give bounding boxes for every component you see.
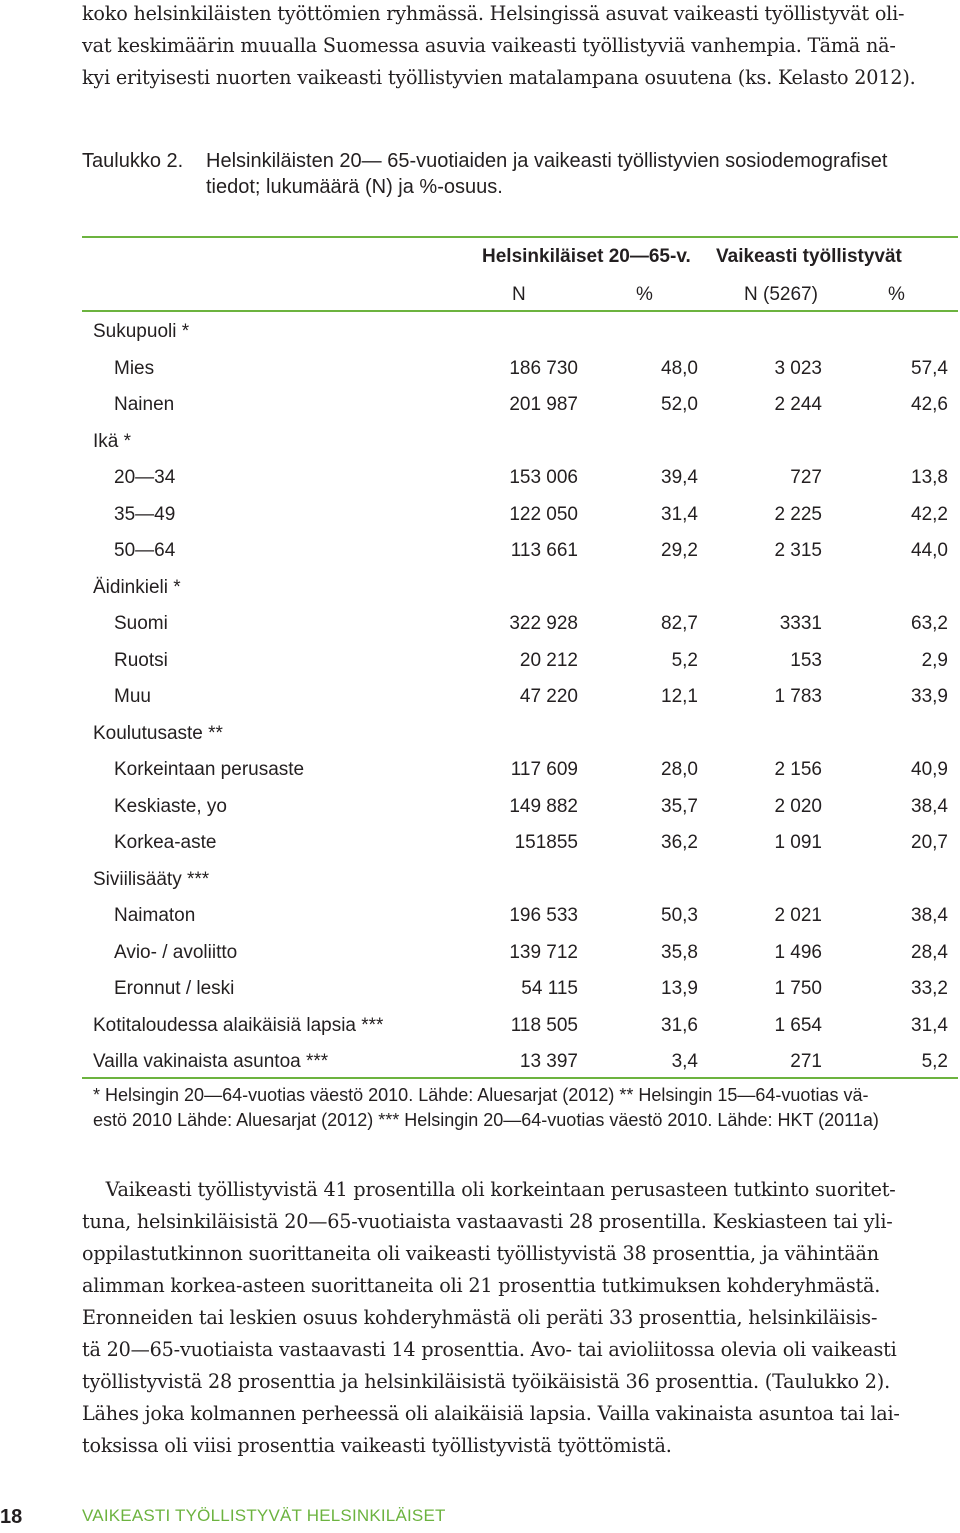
table-cell: 33,2 bbox=[911, 978, 948, 999]
table-cell: 35,8 bbox=[661, 941, 698, 963]
table-cell: 50,3 bbox=[661, 905, 698, 926]
table-cell: 52,0 bbox=[661, 394, 698, 415]
table-cell: 151855 bbox=[514, 832, 578, 853]
table-cell: 113 661 bbox=[510, 540, 578, 561]
table-cell: 271 bbox=[790, 1051, 822, 1072]
table-cell: 31,4 bbox=[911, 1014, 948, 1036]
row-label: Siviilisääty *** bbox=[93, 868, 210, 890]
group-header-helsinki: Helsinkiläiset 20—65-v. bbox=[482, 246, 691, 267]
body-line: Eronneiden tai leskien osuus kohderyhmästä oli peräti 33 prosenttia, helsinkiläisis- bbox=[82, 1306, 878, 1329]
table-cell: 186 730 bbox=[509, 357, 578, 379]
row-label: 35—49 bbox=[114, 503, 176, 525]
intro-line: koko helsinkiläisten työttömien ryhmässä. Helsingissä asuvat vaikeasti työllistyvät oli- bbox=[82, 2, 905, 25]
table-cell: 5,2 bbox=[921, 1051, 948, 1072]
row-label: 50—64 bbox=[114, 540, 176, 561]
table-cell: 1 654 bbox=[774, 1014, 822, 1036]
group-header-hard-to-employ: Vaikeasti työllistyvät bbox=[716, 246, 902, 267]
table-cell: 54 115 bbox=[521, 978, 578, 999]
body-line: oppilastutkinnon suorittaneita oli vaikeasti työllistyvistä 38 prosenttia, ja vähintään bbox=[82, 1242, 879, 1265]
table-cell: 47 220 bbox=[519, 686, 578, 707]
table-cell: 13,9 bbox=[661, 978, 698, 999]
table-footnote-line: * Helsingin 20—64-vuotias väestö 2010. Lähde: Aluesarjat (2012) ** Helsingin 15—64-vuotias vä- bbox=[93, 1085, 869, 1105]
table-cell: 3 023 bbox=[774, 357, 822, 379]
table-cell: 2 315 bbox=[774, 540, 822, 561]
table-cell: 82,7 bbox=[661, 613, 698, 634]
row-label: Nainen bbox=[114, 394, 175, 415]
table-cell: 153 006 bbox=[509, 467, 578, 488]
table-cell: 31,4 bbox=[661, 503, 698, 525]
table-cell: 38,4 bbox=[911, 795, 948, 817]
table-cell: 28,0 bbox=[661, 759, 698, 780]
intro-line: vat keskimäärin muualla Suomessa asuvia vaikeasti työllistyviä vanhempia. Tämä nä- bbox=[82, 34, 896, 57]
table-cell: 2 020 bbox=[774, 795, 822, 817]
row-label: Avio- / avoliitto bbox=[114, 941, 238, 963]
table-cell: 139 712 bbox=[509, 941, 578, 963]
table-cell: 44,0 bbox=[911, 540, 948, 561]
table-category-row bbox=[0, 577, 960, 613]
row-label: Äidinkieli * bbox=[93, 576, 181, 598]
table-cell: 35,7 bbox=[661, 795, 698, 817]
table-row bbox=[0, 832, 960, 868]
table-cell: 36,2 bbox=[661, 832, 698, 853]
table-cell: 40,9 bbox=[911, 759, 948, 780]
row-label: Korkeintaan perusaste bbox=[114, 759, 305, 780]
running-title: VAIKEASTI TYÖLLISTYVÄT HELSINKILÄISET bbox=[82, 1506, 446, 1525]
body-line: työllistyvistä 28 prosenttia ja helsinkiläisistä työikäisistä 36 prosenttia. (Taulukko 2). bbox=[82, 1370, 890, 1393]
table-footnote-line: estö 2010 Lähde: Aluesarjat (2012) *** Helsingin 20—64-vuotias väestö 2010. Lähde: HKT (2011a) bbox=[93, 1110, 879, 1130]
table-cell: 122 050 bbox=[509, 503, 578, 525]
table-cell: 1 783 bbox=[774, 686, 822, 707]
table-cell: 2 244 bbox=[774, 394, 822, 415]
table-category-row bbox=[0, 431, 960, 467]
table-row bbox=[0, 540, 960, 576]
body-line: Vaikeasti työllistyvistä 41 prosentilla oli korkeintaan perusasteen tutkinto suoritet- bbox=[82, 1178, 896, 1201]
table-cell: 48,0 bbox=[661, 357, 698, 379]
row-label: Kotitaloudessa alaikäisiä lapsia *** bbox=[93, 1014, 384, 1036]
table-cell: 196 533 bbox=[509, 905, 578, 926]
table-cell: 1 750 bbox=[774, 978, 822, 999]
table-cell: 39,4 bbox=[661, 467, 698, 488]
table-cell: 63,2 bbox=[911, 613, 948, 634]
table-category-row bbox=[0, 1015, 960, 1051]
table-cell: 29,2 bbox=[661, 540, 698, 561]
body-line: Lähes joka kolmannen perheessä oli alaikäisiä lapsia. Vailla vakinaista asuntoa tai lai- bbox=[82, 1402, 900, 1425]
row-label: Muu bbox=[114, 686, 151, 707]
body-line: tuna, helsinkiläisistä 20—65-vuotiaista vastaavasti 28 prosentilla. Keskiasteen tai yli- bbox=[82, 1210, 893, 1233]
table-row bbox=[0, 650, 960, 686]
row-label: Mies bbox=[114, 357, 155, 379]
table-cell: 3331 bbox=[779, 613, 822, 634]
table-cell: 5,2 bbox=[671, 649, 698, 671]
row-label: Ruotsi bbox=[114, 649, 168, 671]
row-label: Eronnut / leski bbox=[114, 978, 235, 999]
table-bottom-rule bbox=[82, 1077, 958, 1079]
row-label: 20—34 bbox=[114, 467, 176, 488]
row-label: Naimaton bbox=[114, 905, 196, 926]
intro-line: kyi erityisesti nuorten vaikeasti työllistyvien matalampana osuutena (ks. Kelasto 2012). bbox=[82, 66, 916, 89]
body-line: toksissa oli viisi prosenttia vaikeasti työllistyvistä työttömistä. bbox=[82, 1434, 672, 1457]
table-cell: 322 928 bbox=[509, 613, 578, 634]
table-caption-line: Helsinkiläisten 20— 65-vuotiaiden ja vaikeasti työllistyvien sosiodemografiset bbox=[206, 150, 888, 172]
col-header-pct-2: % bbox=[888, 284, 905, 305]
table-cell: 2 156 bbox=[774, 759, 822, 780]
table-cell: 727 bbox=[790, 467, 822, 488]
table-cell: 3,4 bbox=[671, 1051, 698, 1072]
row-label: Koulutusaste ** bbox=[93, 722, 223, 744]
table-cell: 1 496 bbox=[774, 941, 822, 963]
table-cell: 1 091 bbox=[774, 832, 822, 853]
table-cell: 12,1 bbox=[661, 686, 698, 707]
table-cell: 31,6 bbox=[661, 1014, 698, 1036]
table-category-row bbox=[0, 723, 960, 759]
table-cell: 28,4 bbox=[911, 941, 948, 963]
table-cell: 13,8 bbox=[911, 467, 948, 488]
table-top-rule bbox=[82, 236, 958, 238]
table-cell: 20 212 bbox=[519, 649, 578, 671]
table-cell: 153 bbox=[790, 649, 822, 671]
row-label: Suomi bbox=[114, 613, 168, 634]
page-number: 18 bbox=[0, 1506, 23, 1528]
table-cell: 13 397 bbox=[519, 1051, 578, 1072]
table-cell: 42,6 bbox=[911, 394, 948, 415]
table-cell: 2,9 bbox=[921, 649, 948, 671]
table-header-rule bbox=[82, 310, 958, 312]
table-cell: 33,9 bbox=[911, 686, 948, 707]
row-label: Vailla vakinaista asuntoa *** bbox=[93, 1051, 329, 1072]
col-header-n: N bbox=[512, 284, 526, 305]
body-line: tä 20—65-vuotiaista vastaavasti 14 prosenttia. Avo- tai avioliitossa olevia oli vaikeasti bbox=[82, 1338, 897, 1361]
table-caption-line: tiedot; lukumäärä (N) ja %-osuus. bbox=[206, 176, 503, 198]
table-cell: 117 609 bbox=[510, 759, 578, 780]
row-label: Keskiaste, yo bbox=[114, 795, 227, 817]
table-cell: 201 987 bbox=[509, 394, 578, 415]
table-cell: 2 225 bbox=[774, 503, 822, 525]
table-cell: 42,2 bbox=[911, 503, 948, 525]
table-category-row bbox=[0, 321, 960, 357]
table-row bbox=[0, 759, 960, 795]
table-row bbox=[0, 613, 960, 649]
table-cell: 20,7 bbox=[911, 832, 948, 853]
col-header-pct: % bbox=[636, 284, 653, 305]
table-row bbox=[0, 504, 960, 540]
body-line: alimman korkea-asteen suorittaneita oli 21 prosenttia tutkimuksen kohderyhmästä. bbox=[82, 1274, 881, 1297]
table-category-row bbox=[0, 1051, 960, 1087]
table-cell: 2 021 bbox=[774, 905, 822, 926]
table-row bbox=[0, 978, 960, 1014]
row-label: Korkea-aste bbox=[114, 832, 217, 853]
table-row bbox=[0, 942, 960, 978]
table-row bbox=[0, 358, 960, 394]
table-label: Taulukko 2. bbox=[82, 150, 184, 172]
table-category-row bbox=[0, 869, 960, 905]
table-row bbox=[0, 467, 960, 503]
row-label: Sukupuoli * bbox=[93, 321, 190, 342]
table-row bbox=[0, 796, 960, 832]
row-label: Ikä * bbox=[93, 430, 132, 452]
table-row bbox=[0, 394, 960, 430]
table-cell: 57,4 bbox=[911, 357, 948, 379]
table-cell: 118 505 bbox=[510, 1014, 578, 1036]
table-row bbox=[0, 905, 960, 941]
table-cell: 38,4 bbox=[911, 905, 948, 926]
col-header-n-total: N (5267) bbox=[744, 284, 818, 305]
table-row bbox=[0, 686, 960, 722]
table-cell: 149 882 bbox=[509, 795, 578, 817]
